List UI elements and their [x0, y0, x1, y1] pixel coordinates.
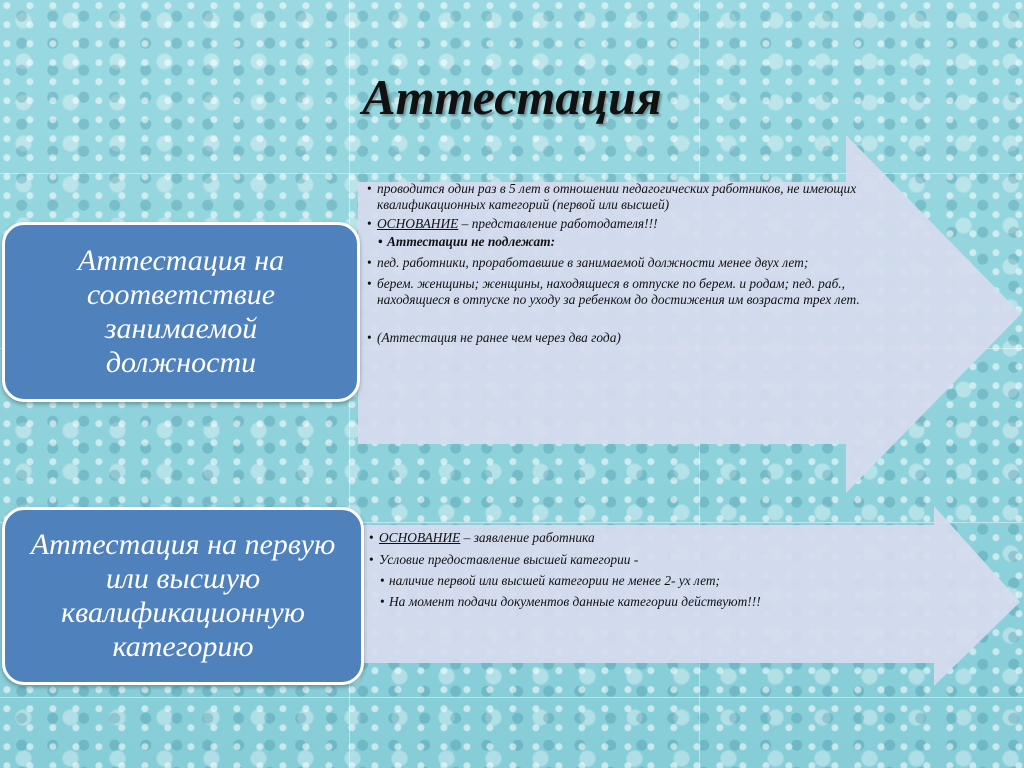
attestation-compliance-label: Аттестация на соответствие занимаемой должности: [77, 244, 285, 379]
compliance-bullet-list: [366, 181, 886, 346]
bullet-item: • На момент подачи документов данные категории действуют!!!: [368, 594, 888, 610]
bullet-item: • берем. женщины; женщины, находящиеся в отпуске по берем. и родам; пед. раб., находящиеся в отпуске по уходу за ребенком до достижения им возраста трех лет.: [366, 276, 886, 308]
attestation-category-label: Аттестация на первую или высшую квалификационную категорию: [30, 528, 336, 663]
bullet-item: • проводится один раз в 5 лет в отношении педагогических работников, не имеющих квалификационных категорий (первой или высшей): [366, 181, 886, 213]
bullet-item: • ОСНОВАНИЕ – представление работодателя!!!: [366, 216, 886, 232]
attestation-category-box: [2, 507, 364, 685]
bullet-item: • Условие предоставление высшей категории -: [368, 552, 888, 568]
basis-label: ОСНОВАНИЕ: [379, 530, 461, 545]
bullet-item-heading: • Аттестации не подлежат:: [366, 234, 886, 250]
bullet-item: • ОСНОВАНИЕ – заявление работника: [368, 530, 888, 546]
basis-label: ОСНОВАНИЕ: [377, 216, 459, 231]
bullet-item: • (Аттестация не ранее чем через два года): [366, 330, 886, 346]
bullet-item: • пед. работники, проработавшие в занимаемой должности менее двух лет;: [366, 255, 886, 271]
category-bullet-list: [368, 530, 888, 610]
bullet-item: • наличие первой или высшей категории не менее 2- ух лет;: [368, 573, 888, 589]
slide-title: Аттестация: [362, 69, 662, 125]
attestation-compliance-box: [2, 222, 360, 402]
